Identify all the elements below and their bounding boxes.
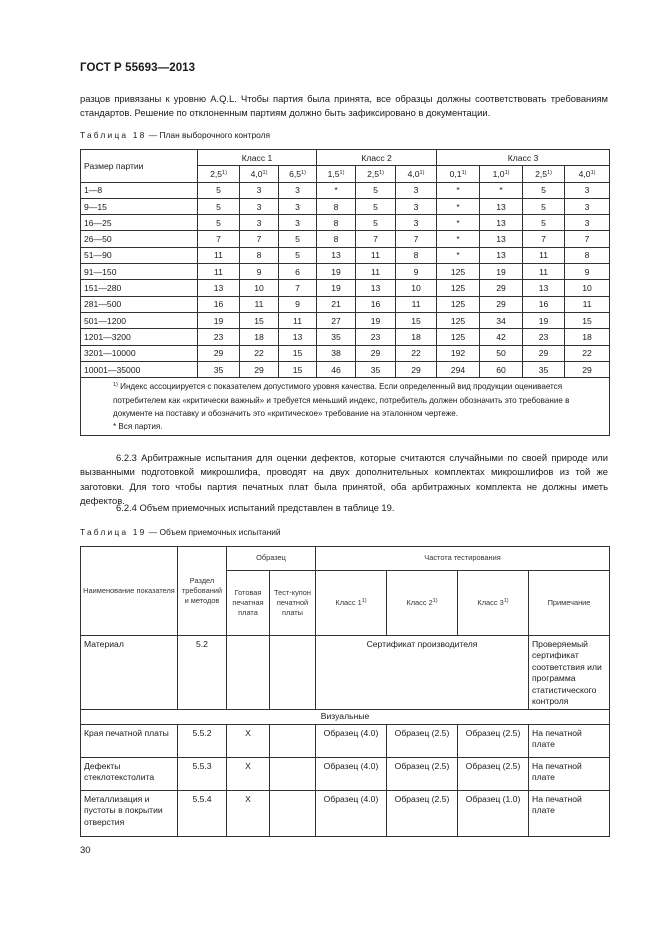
sample-size-cell: 8 [240,247,279,263]
table-row [81,791,610,837]
sample-size-cell: 10 [396,280,437,296]
sample-size-cell: 13 [198,280,240,296]
sample-size-cell: 7 [565,231,610,247]
material-section: 5.2 [178,636,227,710]
table18-notes [81,378,610,436]
sample-size-cell: 3 [396,198,437,214]
cell-coupon [270,791,316,837]
sample-size-cell: 50 [480,345,523,361]
table18-caption [80,130,270,140]
cell-name: Металлизация и пустоты в покрытии отверстия [81,791,178,837]
aql-header-cell: 1,5$^{1)}$ [317,166,356,182]
sample-size-cell: 11 [198,247,240,263]
sample-size-cell: 13 [480,215,523,231]
table18-note-1: $^{1)}$ Индекс ассоциируется с показателем допустимого уровня качества. Если определенный вид продукции оценивается потребителем как «критически важный» и требуется меньший индекс, потребитель должен обозначить это требование в документе на поставку и обозначить это «критическое» требование на эталонном чертеже. [113,382,570,418]
sample-size-cell: 11 [198,264,240,280]
sample-size-cell: * [317,182,356,198]
sample-size-cell: 9 [396,264,437,280]
sample-size-cell: 5 [523,215,565,231]
aql-header-cell: 4,0$^{1)}$ [565,166,610,182]
cell-c2: Образец (2.5) [387,758,458,791]
sample-size-cell: 23 [356,329,396,345]
sample-size-cell: 3 [240,182,279,198]
sample-size-cell: 19 [523,312,565,328]
table-row [81,312,610,328]
sample-size-cell: 9 [279,296,317,312]
cell-note: На печатной плате [529,758,610,791]
material-row [81,636,610,710]
sample-size-cell: 7 [279,280,317,296]
sample-size-cell: * [480,182,523,198]
sample-size-cell: 29 [480,280,523,296]
cell-c1: Образец (4.0) [316,725,387,758]
sample-size-cell: 5 [198,215,240,231]
sample-size-cell: 11 [523,247,565,263]
sample-size-cell: 11 [565,296,610,312]
sample-size-cell: * [437,247,480,263]
sample-size-cell: 3 [396,215,437,231]
sample-size-cell: 22 [396,345,437,361]
sample-size-cell: 13 [480,198,523,214]
table-row [81,280,610,296]
sample-size-cell: 8 [317,231,356,247]
header-name: Наименование показателя [81,547,178,636]
sample-size-cell: 5 [523,198,565,214]
sample-size-cell: 18 [565,329,610,345]
table-row [81,725,610,758]
sample-size-cell: 16 [356,296,396,312]
cell-section: 5.5.3 [178,758,227,791]
table18-caption-title: — План выборочного контроля [146,130,271,140]
sample-size-cell: 3 [240,198,279,214]
sample-size-cell: 11 [356,264,396,280]
table-row [81,296,610,312]
lot-size-cell: 9—15 [81,198,198,214]
sample-size-cell: 29 [396,361,437,377]
sample-size-cell: 38 [317,345,356,361]
cell-name: Дефекты стеклотекстолита [81,758,178,791]
cell-c3: Образец (2.5) [458,725,529,758]
table19-caption [80,527,281,537]
lot-size-cell: 151—280 [81,280,198,296]
table18-note-2: * Вся партия. [113,422,163,432]
sample-size-cell: 11 [356,247,396,263]
lot-size-cell: 26—50 [81,231,198,247]
visual-group-row: Визуальные [81,710,610,725]
lot-size-cell: 16—25 [81,215,198,231]
sample-size-cell: 29 [356,345,396,361]
cell-note: На печатной плате [529,725,610,758]
sample-size-cell: 10 [565,280,610,296]
sample-size-cell: 19 [198,312,240,328]
header-sample: Образец [227,547,316,571]
material-frequency: Сертификат производителя [316,636,529,710]
sample-size-cell: * [437,231,480,247]
sampling-plan-table [80,149,610,436]
acceptance-tests-body [81,725,610,837]
lot-size-cell: 51—90 [81,247,198,263]
sample-size-cell: 7 [356,231,396,247]
paragraph-6-2-4: 6.2.4 Объем приемочных испытаний представлен в таблице 19. [116,502,395,513]
sample-size-cell: 7 [240,231,279,247]
sample-size-cell: 13 [317,247,356,263]
cell-section: 5.5.4 [178,791,227,837]
header-class3: Класс 3$^{1)}$ [458,571,529,636]
cell-note: На печатной плате [529,791,610,837]
table-row [81,198,610,214]
sample-size-cell: 9 [240,264,279,280]
sample-size-cell: 18 [240,329,279,345]
sample-size-cell: 22 [565,345,610,361]
table-row [81,329,610,345]
sample-size-cell: 5 [279,231,317,247]
lot-size-cell: 3201—10000 [81,345,198,361]
aql-header-cell: 2,5$^{1)}$ [356,166,396,182]
cell-c1: Образец (4.0) [316,791,387,837]
sample-size-cell: 5 [198,182,240,198]
sample-size-cell: * [437,215,480,231]
sample-size-cell: 35 [198,361,240,377]
sample-size-cell: 5 [523,182,565,198]
lot-size-cell: 10001—35000 [81,361,198,377]
sample-size-cell: 9 [565,264,610,280]
table-row [81,215,610,231]
cell-c2: Образец (2.5) [387,791,458,837]
sampling-plan-body [81,182,610,378]
sample-size-cell: 35 [356,361,396,377]
aql-header-cell: 1,0$^{1)}$ [480,166,523,182]
sample-size-cell: 125 [437,280,480,296]
sample-size-cell: 11 [523,264,565,280]
sample-size-cell: 15 [279,361,317,377]
sample-size-cell: 16 [523,296,565,312]
sample-size-cell: 8 [396,247,437,263]
cell-coupon [270,758,316,791]
sample-size-cell: 11 [240,296,279,312]
table-row [81,247,610,263]
sample-size-cell: 3 [565,182,610,198]
sample-size-cell: * [437,182,480,198]
page-header: ГОСТ Р 55693—2013 [80,62,196,74]
sample-size-cell: 125 [437,312,480,328]
sample-size-cell: 3 [396,182,437,198]
sample-size-cell: 294 [437,361,480,377]
sample-size-cell: 7 [523,231,565,247]
sample-size-cell: 60 [480,361,523,377]
sample-size-cell: 27 [317,312,356,328]
material-note: Проверяемый сертификат соответствия или программа статистического контроля [529,636,610,710]
sample-size-cell: 3 [240,215,279,231]
table19-caption-prefix: Таблица 19 [80,527,147,537]
lot-size-cell: 91—150 [81,264,198,280]
table-row [81,182,610,198]
sample-size-cell: 5 [198,198,240,214]
aql-header-cell: 2,5$^{1)}$ [198,166,240,182]
sample-size-cell: * [437,198,480,214]
sample-size-cell: 23 [523,329,565,345]
table-row [81,345,610,361]
sample-size-cell: 23 [198,329,240,345]
sample-size-cell: 8 [565,247,610,263]
aql-header-cell: 2,5$^{1)}$ [523,166,565,182]
sample-size-cell: 5 [356,182,396,198]
cell-board: X [227,725,270,758]
lot-size-cell: 1—8 [81,182,198,198]
page-number: 30 [80,845,91,856]
sample-size-cell: 11 [396,296,437,312]
sample-size-cell: 125 [437,329,480,345]
table19-caption-title: — Объем приемочных испытаний [146,527,281,537]
sample-size-cell: 35 [523,361,565,377]
sample-size-cell: 15 [279,345,317,361]
lot-size-cell: 281—500 [81,296,198,312]
aql-header-cell: 0,1$^{1)}$ [437,166,480,182]
cell-board: X [227,758,270,791]
table-row [81,231,610,247]
sample-size-cell: 125 [437,264,480,280]
sample-size-cell: 29 [523,345,565,361]
header-finished-board: Готовая печатная плата [227,571,270,636]
sample-size-cell: 3 [279,198,317,214]
header-test-coupon: Тест-купон печатной платы [270,571,316,636]
paragraph-6-2-3: 6.2.3 Арбитражные испытания для оценки дефектов, которые считаются случайными по своей природе или вызванными подготовкой микрошлифа, проводят на двух дополнительных комплектах микрошлифов из той же заготовки. Для того чтобы партия печатных плат была принятой, оба арбитражных комплекта не должны иметь дефектов. [80,452,608,507]
sample-size-cell: 29 [480,296,523,312]
sample-size-cell: 7 [396,231,437,247]
cell-board: X [227,791,270,837]
sample-size-cell: 7 [198,231,240,247]
sample-size-cell: 29 [240,361,279,377]
cell-c3: Образец (1.0) [458,791,529,837]
sample-size-cell: 192 [437,345,480,361]
sample-size-cell: 5 [356,198,396,214]
class2-header: Класс 2 [317,150,437,166]
sample-size-cell: 19 [480,264,523,280]
sample-size-cell: 29 [565,361,610,377]
table-row [81,361,610,377]
table18-caption-prefix: Таблица 18 [80,130,147,140]
col-lot-size-header: Размер партии [81,150,198,183]
sample-size-cell: 29 [198,345,240,361]
lot-size-cell: 501—1200 [81,312,198,328]
class1-header: Класс 1 [198,150,317,166]
sample-size-cell: 15 [240,312,279,328]
intro-paragraph: разцов привязаны к уровню A.Q.L. Чтобы партия была принята, все образцы должны соответствовать требованиям стандартов. Решение по отклоненным партиям должно быть зафиксировано в документации. [80,93,608,119]
sample-size-cell: 13 [356,280,396,296]
sample-size-cell: 22 [240,345,279,361]
sample-size-cell: 15 [396,312,437,328]
sample-size-cell: 13 [523,280,565,296]
aql-header-cell: 6,5$^{1)}$ [279,166,317,182]
class3-header: Класс 3 [437,150,610,166]
header-note: Примечание [529,571,610,636]
sample-size-cell: 18 [396,329,437,345]
sample-size-cell: 3 [279,215,317,231]
sample-size-cell: 5 [356,215,396,231]
acceptance-tests-table [80,546,610,837]
sample-size-cell: 6 [279,264,317,280]
sample-size-cell: 35 [317,329,356,345]
cell-c2: Образец (2.5) [387,725,458,758]
sample-size-cell: 13 [279,329,317,345]
cell-coupon [270,725,316,758]
sample-size-cell: 11 [279,312,317,328]
sample-size-cell: 42 [480,329,523,345]
aql-header-cell: 4,0$^{1)}$ [240,166,279,182]
sample-size-cell: 125 [437,296,480,312]
sample-size-cell: 5 [279,247,317,263]
lot-size-cell: 1201—3200 [81,329,198,345]
sample-size-cell: 34 [480,312,523,328]
sample-size-cell: 3 [565,198,610,214]
cell-name: Края печатной платы [81,725,178,758]
cell-c1: Образец (4.0) [316,758,387,791]
sample-size-cell: 3 [565,215,610,231]
cell-section: 5.5.2 [178,725,227,758]
sample-size-cell: 3 [279,182,317,198]
sample-size-cell: 10 [240,280,279,296]
header-section: Раздел требований и методов [178,547,227,636]
aql-header-cell: 4,0$^{1)}$ [396,166,437,182]
header-class1: Класс 1$^{1)}$ [316,571,387,636]
sample-size-cell: 15 [565,312,610,328]
sample-size-cell: 19 [317,280,356,296]
sample-size-cell: 8 [317,215,356,231]
header-frequency: Частота тестирования [316,547,610,571]
header-class2: Класс 2$^{1)}$ [387,571,458,636]
sample-size-cell: 13 [480,247,523,263]
sample-size-cell: 8 [317,198,356,214]
sample-size-cell: 21 [317,296,356,312]
cell-c3: Образец (2.5) [458,758,529,791]
sample-size-cell: 19 [356,312,396,328]
sample-size-cell: 19 [317,264,356,280]
table-row [81,264,610,280]
table-row [81,758,610,791]
sample-size-cell: 46 [317,361,356,377]
sample-size-cell: 13 [480,231,523,247]
material-name: Материал [81,636,178,710]
sample-size-cell: 16 [198,296,240,312]
